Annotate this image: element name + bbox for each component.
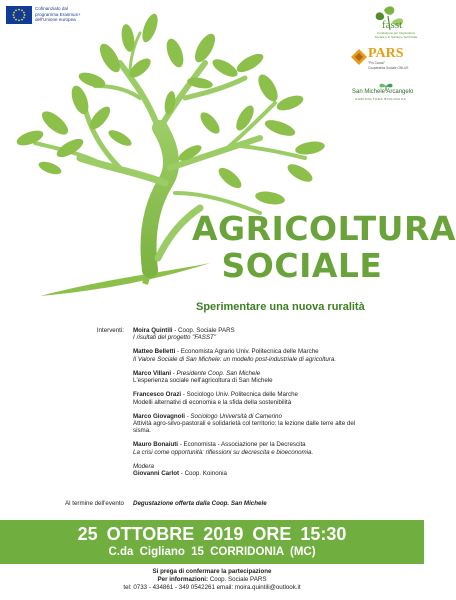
speaker-item <box>133 348 373 363</box>
date-banner <box>0 520 424 564</box>
san-michele-name: San Michele Arcangelo <box>352 89 414 95</box>
speaker-item <box>133 391 373 406</box>
closing-text: Degustazione offerta dalla Coop. San Michele <box>133 500 267 507</box>
eu-text-line: dell'Unione europea <box>35 17 76 23</box>
moderator-org: - Coop. Koinonia <box>179 470 227 478</box>
speaker-name: Matteo Belletti <box>133 348 176 356</box>
speaker-name: Moira Quintili <box>133 327 173 334</box>
event-title <box>192 209 456 285</box>
san-michele-logo <box>352 82 420 102</box>
speaker-talk: La crisi come opportunità: riflessioni su decrescita e bioeconomia. <box>133 448 314 456</box>
pars-diamond-icon <box>350 48 368 66</box>
speaker-role: - Coop. Sociale PARS <box>172 327 235 334</box>
event-place: C.da Cigliano 15 CORRIDONIA (MC) <box>108 546 316 558</box>
footer-info <box>0 568 424 592</box>
moderator-item <box>133 463 373 478</box>
fasst-name: fasst <box>382 19 403 31</box>
rsvp-line: Si prega di confermare la partecipazione <box>152 568 272 575</box>
pars-subtitle-2: Cooperativa Sociale ONLUS <box>368 66 409 70</box>
speaker-role: - Presidente Coop. San Michele <box>171 369 261 377</box>
speaker-role: - Sociologo Università di Camerino <box>184 412 282 420</box>
speaker-role: - Economista - Associazione per la Decrescita <box>178 441 306 449</box>
speaker-item <box>133 441 373 456</box>
speakers-list <box>133 327 373 484</box>
fasst-subtitle: Fondazione per l'Agricoltura Sociale e lo Sviluppo Territoriale <box>374 31 418 39</box>
speaker-talk: Il Valore Sociale di San Michele: un modello post-industriale di agricoltura. <box>133 355 337 363</box>
event-subtitle: Sperimentare una nuova ruralità <box>196 301 365 313</box>
closing-label: Al termine dell'evento <box>65 500 124 507</box>
pars-logo <box>350 46 420 74</box>
contact-line: tel: 0733 - 434861 - 349 0542261 email: moira.quintili@outlook.it <box>123 584 301 591</box>
speaker-name: Marco Giovagnoli <box>133 412 185 420</box>
pars-subtitle-1: "Pio Carosi" <box>368 61 385 65</box>
pars-name: PARS <box>368 46 404 61</box>
speaker-item <box>133 327 373 342</box>
speaker-talk: I risultati del progetto "FASST" <box>133 334 217 342</box>
san-michele-subtitle: AGRICOLTURA BIOLOGICA <box>355 97 407 101</box>
speaker-role: - Economista Agrario Univ. Politecnica delle Marche <box>175 348 319 356</box>
speaker-name: Mauro Bonaiuti <box>133 441 179 449</box>
speaker-item <box>133 370 373 385</box>
moderator-name: Giovanni Carlot <box>133 470 180 478</box>
speaker-role: - Sociologo Univ. Politecnica delle Marche <box>181 391 298 399</box>
info-label: Per informazioni: <box>157 576 209 583</box>
speaker-name: Marco Villani <box>133 369 172 377</box>
speaker-talk: Attività agro-silvo-pastorali e solidarietà col territorio: la lezione dalle terre alte del sisma. <box>133 420 356 435</box>
speaker-talk: Modelli alternativi di economia e la sfida della sostenibilità <box>133 398 292 406</box>
info-org: Coop. Sociale PARS <box>208 576 267 583</box>
eu-text-line: programma Erasmus+ <box>35 11 81 17</box>
speaker-name: Francesco Orazi <box>133 391 182 399</box>
moderator-label: Modera <box>133 462 154 470</box>
title-line-2: SOCIALE <box>221 246 383 285</box>
interventi-label: Interventi: <box>96 327 124 334</box>
speaker-item <box>133 413 373 435</box>
fasst-logo <box>362 4 418 46</box>
event-date: 25 OTTOBRE 2019 ORE 15:30 <box>77 524 347 544</box>
title-line-1: AGRICOLTURA <box>192 209 456 248</box>
eu-text-line: Cofinanziato dal <box>35 6 68 11</box>
speaker-talk: L'esperienza sociale nell'agricoltura di San Michele <box>133 377 273 385</box>
